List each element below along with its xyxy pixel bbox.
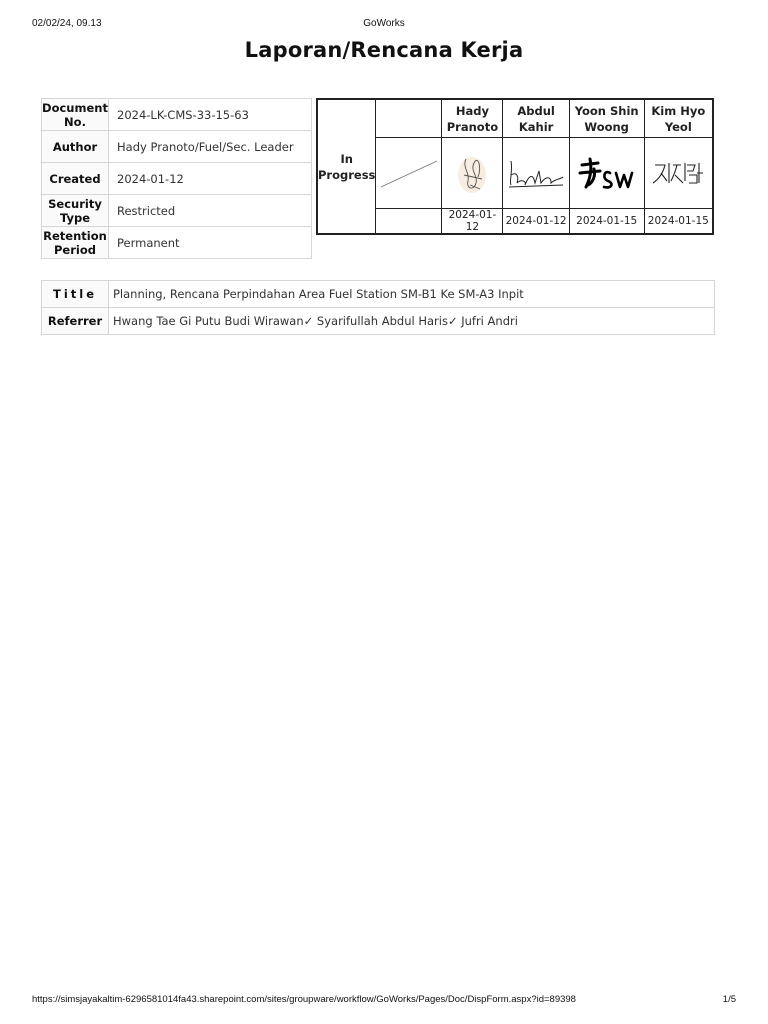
created-value: 2024-01-12 — [109, 163, 312, 195]
info-row-retention — [42, 227, 312, 259]
approval-date: 2024-01-12 — [503, 209, 569, 235]
print-app-name: GoWorks — [363, 18, 405, 29]
approver-name: Hady Pranoto — [442, 99, 503, 138]
retention-period-value: Permanent — [109, 227, 312, 259]
footer-url: https://simsjayakaltim-6296581014fa43.sharepoint.com/sites/groupware/workflow/GoWorks/Pages/Doc/DispForm.aspx?id=89398 — [32, 994, 576, 1005]
print-header — [0, 18, 768, 32]
print-datetime: 02/02/24, 09.13 — [32, 18, 102, 29]
signature-hady-pranoto-icon — [452, 145, 492, 201]
author-label: Author — [42, 131, 109, 163]
document-meta-table — [41, 280, 715, 335]
security-type-label: Security Type — [42, 195, 109, 227]
signature-cell — [442, 138, 503, 209]
signature-abdul-kahir-icon — [505, 153, 567, 193]
approver-name: Abdul Kahir — [503, 99, 569, 138]
info-row-security — [42, 195, 312, 227]
info-row-author — [42, 131, 312, 163]
signature-kim-hyo-yeol-icon — [647, 153, 709, 193]
signature-yoon-shin-woong-icon — [576, 153, 638, 193]
page-number: 1/5 — [722, 994, 736, 1005]
security-type-value: Restricted — [109, 195, 312, 227]
author-value: Hady Pranoto/Fuel/Sec. Leader — [109, 131, 312, 163]
approval-slash-cell — [376, 138, 442, 209]
approval-blank-date — [376, 209, 442, 235]
referrer-value: Hwang Tae Gi Putu Budi Wirawan✓ Syarifullah Abdul Haris✓ Jufri Andri — [109, 308, 715, 335]
approval-blank-header — [376, 99, 442, 138]
created-label: Created — [42, 163, 109, 195]
approval-status: In Progress — [317, 99, 376, 234]
title-value: Planning, Rencana Perpindahan Area Fuel Station SM-B1 Ke SM-A3 Inpit — [109, 281, 715, 308]
approval-date: 2024-01-15 — [644, 209, 713, 235]
approval-date: 2024-01-15 — [569, 209, 644, 235]
slash-mark-icon — [377, 153, 441, 193]
title-label: Title — [42, 281, 109, 308]
referrer-label: Referrer — [42, 308, 109, 335]
meta-row-referrer — [42, 308, 715, 335]
document-no-value: 2024-LK-CMS-33-15-63 — [109, 99, 312, 131]
approval-table — [316, 98, 714, 235]
signature-cell — [503, 138, 569, 209]
page-title: Laporan/Rencana Kerja — [244, 38, 524, 62]
approver-name: Kim Hyo Yeol — [644, 99, 713, 138]
retention-period-label: Retention Period — [43, 228, 107, 257]
signature-cell — [569, 138, 644, 209]
meta-row-title — [42, 281, 715, 308]
document-no-label: Document No. — [42, 100, 108, 129]
signature-cell — [644, 138, 713, 209]
info-row-document-no — [42, 99, 312, 131]
info-row-created — [42, 163, 312, 195]
approver-name: Yoon Shin Woong — [569, 99, 644, 138]
approval-date: 2024-01-12 — [442, 209, 503, 235]
document-info-table — [41, 98, 312, 259]
